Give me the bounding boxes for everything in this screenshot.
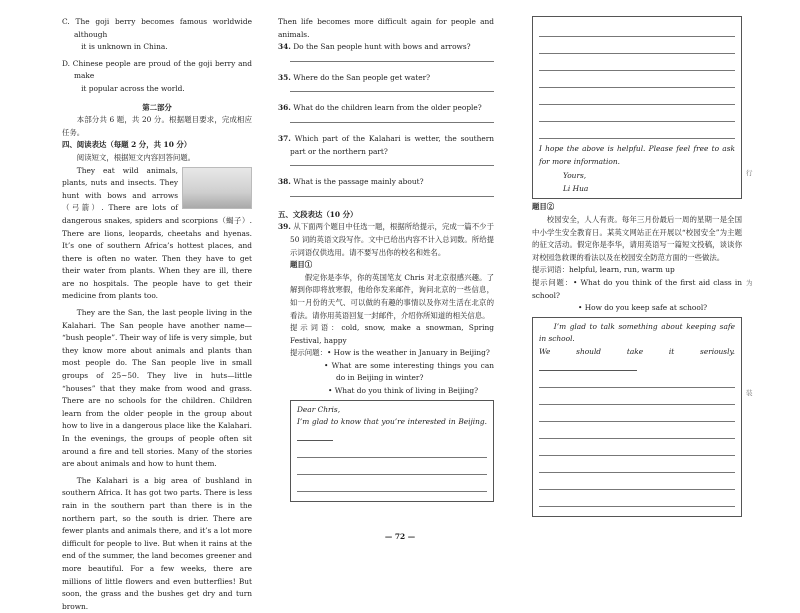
question-34: 34. Do the San people hunt with bows and arrows? — [278, 42, 471, 52]
topic-2-title: 题目② — [532, 202, 555, 212]
topic-1-question-3: • What do you think of living in Beijing? — [328, 386, 479, 396]
topic-2-description: 校园安全，人人有责。每年三月份最后一周的星期一是全国中小学生安全教育日。某英文网站正在开展以“校园安全”为主题的征文活动。假定你是李华，请用英语写一篇短文投稿，谈谈你对校园急救课的看法以及在校园安全防范方面的一些做法。 — [532, 214, 742, 262]
option-d: D. Chinese people are proud of the goji berry and make it popular across the world. — [62, 58, 252, 93]
writing-line[interactable] — [539, 490, 735, 507]
passage-continuation: Then life becomes more difficult again for people and animals. — [278, 17, 494, 39]
writing-line[interactable] — [297, 475, 487, 492]
passage-paragraph-3: The Kalahari is a big area of bushland in southern Africa. It has got two parts. There is less rain in the southern part than there is in the northern part, so the south is drier. There are fewer plants and animals there, and it’s a lot more difficult for people to live. But when it rains at the end of the summer, the land becomes greener and more beautiful. For a few weeks, there are millions of little flowers and even butterflies! But soon, the grass and the bushes get dry and turn brown. — [62, 475, 252, 611]
passage-paragraph-1: They eat wild animals, plants, nuts and insects. They hunt with bows and arrows（弓箭）. There are lots of dangerous snakes, spiders and scorpions（蝎子）. There are lions, leopards, cheetahs and hyenas. It’s one of southern Africa’s hottest places, and there is often no water. Then they have to get their water from plants. When they are ill, there are no hospitals. The people have to get their medicine from plants too. — [62, 165, 252, 301]
letter-signature: Li Hua — [563, 183, 589, 193]
topic-2-words: 提示词语：helpful, learn, run, warm up — [532, 265, 675, 275]
topic-2-questions: 提示问题：• What do you think of the first aid class in school? — [532, 277, 742, 300]
answer-line-37[interactable] — [290, 165, 494, 166]
answer-line-35[interactable] — [290, 91, 494, 92]
writing-line[interactable] — [539, 405, 735, 422]
writing-line[interactable] — [539, 422, 735, 439]
reading-instruction: 阅读短文，根据短文内容回答问题。 — [76, 152, 196, 162]
topic-1-questions: 提示问题：• How is the weather in January in Beijing? — [290, 348, 490, 358]
question-38: 38. What is the passage mainly about? — [278, 177, 424, 187]
writing-line[interactable] — [539, 37, 735, 54]
right-column — [532, 16, 742, 517]
writing-line[interactable] — [297, 458, 487, 475]
part-description: 本部分共 6 题，共 20 分。根据题目要求，完成相应任务。 — [62, 115, 252, 137]
answer-line-34[interactable] — [290, 61, 494, 62]
topic-1-description: 假定你是李华，你的英国笔友 Chris 对北京很感兴趣。了解到你即将放寒假，他给你发来邮件，询问北京的一些信息，如一月份的天气、可以做的有趣的事情以及你对生活在北京的看法。请你用英语回复一封邮件，介绍你所知道的相关信息。 — [290, 272, 494, 320]
option-c: C. The goji berry becomes famous worldwide although it is unknown in China. — [62, 17, 252, 52]
writing-line[interactable] — [539, 456, 735, 473]
part-title: 第二部分 — [142, 102, 172, 112]
left-column — [62, 16, 252, 613]
letter-yours: Yours, — [563, 171, 587, 181]
topic-1-words: 提示词语：cold, snow, make a snowman, Spring Festival, happy — [290, 323, 494, 345]
margin-mark: 行 — [746, 169, 753, 177]
writing-line[interactable] — [297, 492, 487, 498]
section-4-title: 四、阅读表达（每题 2 分，共 10 分） — [62, 140, 192, 150]
question-37: 37. Which part of the Kalahari is wetter, the southern part or the northern part? — [278, 133, 494, 156]
writing-line[interactable] — [539, 122, 735, 139]
question-36: 36. What do the children learn from the older people? — [278, 103, 482, 113]
kalahari-illustration — [182, 167, 252, 209]
letter-writing-box[interactable] — [290, 400, 494, 503]
writing-line[interactable] — [539, 473, 735, 490]
writing-line[interactable] — [539, 388, 735, 405]
letter-closing: I hope the above is helpful. Please feel free to ask for more information. — [539, 144, 735, 166]
letter-continuation-box[interactable] — [532, 16, 742, 199]
topic-1-question-2: • What are some interesting things you can do in Beijing in winter? — [324, 360, 494, 383]
writing-line[interactable] — [539, 88, 735, 105]
writing-line[interactable] — [539, 507, 735, 513]
letter-opening: I’m glad to know that you’re interested in Beijing. — [297, 416, 487, 441]
writing-line[interactable] — [539, 371, 735, 388]
writing-line[interactable] — [539, 71, 735, 88]
writing-line[interactable] — [539, 439, 735, 456]
question-39: 39. 从下面两个题目中任选一题，根据所给提示，完成一篇不少于 50 词的英语文段写作。文中已给出内容不计入总词数。所给提示词语仅供选用。请不要写出你的校名和姓名。 — [278, 222, 494, 257]
topic-1-title: 题目① — [290, 260, 313, 270]
topic-2-question-2: • How do you keep safe at school? — [578, 303, 708, 313]
letter-greeting: Dear Chris, — [297, 404, 341, 414]
margin-mark: 装 — [746, 389, 753, 397]
middle-column — [278, 16, 494, 502]
section-5-title: 五、文段表达（10 分） — [278, 209, 358, 219]
essay-opening-1: I’m glad to talk something about keeping safe in school. — [539, 321, 735, 344]
margin-mark: 为 — [746, 279, 753, 287]
question-35: 35. Where do the San people get water? — [278, 72, 431, 82]
answer-line-38[interactable] — [290, 196, 494, 197]
writing-line[interactable] — [297, 441, 487, 458]
answer-line-36[interactable] — [290, 122, 494, 123]
page-number: — 72 — — [384, 532, 416, 541]
writing-line[interactable] — [539, 54, 735, 71]
essay-writing-box[interactable] — [532, 317, 742, 517]
essay-opening-2: We should take it seriously. — [539, 346, 735, 371]
writing-line[interactable] — [539, 20, 735, 37]
passage-paragraph-2: They are the San, the last people living in the Kalahari. The San people have another name— “bush people”. Their way of life is very simple, but they know more about animals and plants than most people do. The San people live in small groups of 25~50. They live in huts—little “houses” that they make from wood and grass. There are no schools for the children. Children learn from the older people in the group about how to live in a dangerous place like the Kalahari. In the evenings, the groups of people often sit around a fire and tell stories. Many of the stories are about animals and how to hunt them. — [62, 308, 252, 469]
writing-line[interactable] — [539, 105, 735, 122]
